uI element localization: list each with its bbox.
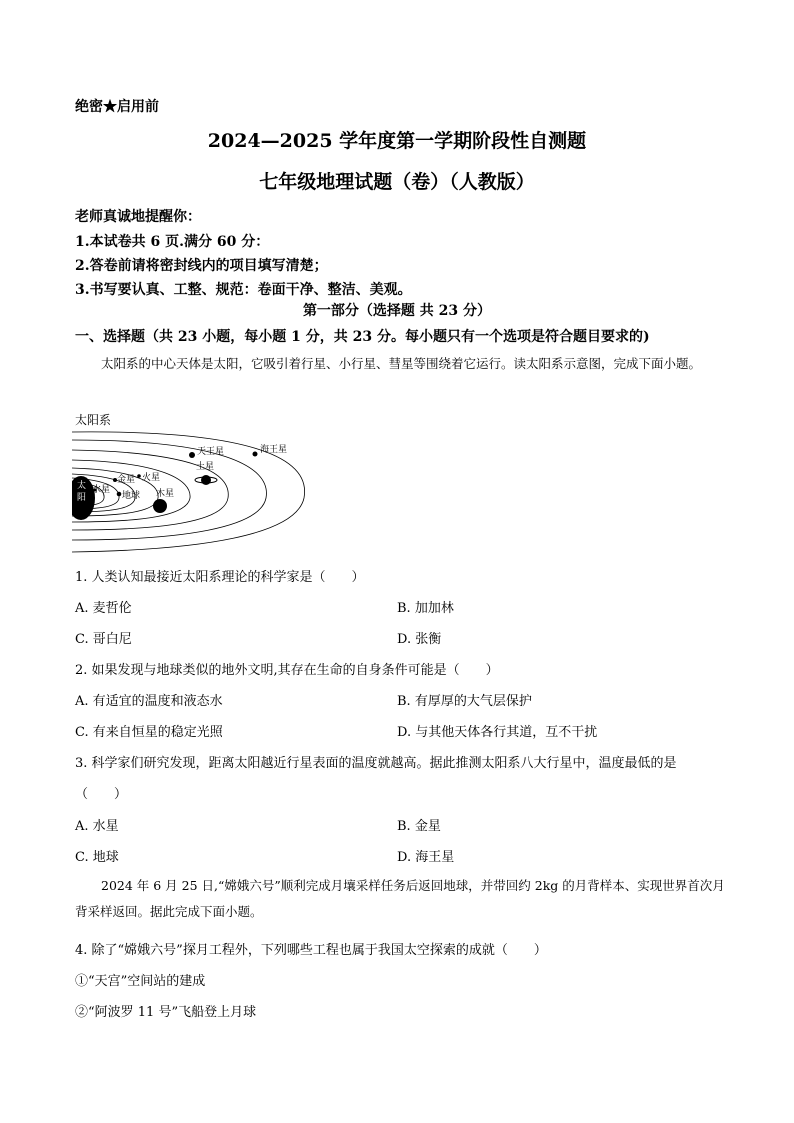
- uranus-label: 天王星: [197, 447, 225, 457]
- q1-option-d: D. 张衡: [397, 632, 442, 647]
- question-4-stem: 4. 除了“嫦娥六号”探月工程外，下列哪些工程也属于我国太空探索的成就（ ）: [75, 943, 547, 958]
- question-3-paren: （ ）: [75, 787, 128, 802]
- solar-system-diagram: [72, 410, 312, 560]
- q1-option-c: C. 哥白尼: [75, 632, 132, 647]
- q3-option-c: C. 地球: [75, 850, 119, 865]
- q4-item-2: ②“阿波罗 11 号”飞船登上月球: [75, 1005, 257, 1020]
- secret-label: 绝密★启用前: [75, 99, 159, 115]
- exam-subtitle: 七年级地理试题（卷）（人教版）: [259, 171, 535, 193]
- q3-option-b: B. 金星: [397, 819, 441, 834]
- earth-label: 地球: [122, 491, 141, 501]
- question-3-stem: 3. 科学家们研究发现，距离太阳越近行星表面的温度就越高。据此推测太阳系八大行星中，温度最低的是: [75, 756, 677, 771]
- passage-change6: 2024 年 6 月 25 日,“嫦娥六号”顺利完成月壤采样任务后返回地球，并带回约 2kg 的月背样本、实现世界首次月背采样返回。据此完成下面小题。: [75, 878, 725, 919]
- notice-item-1: 1.本试卷共 6 页.满分 60 分：: [75, 234, 270, 250]
- neptune-label: 海王星: [260, 445, 288, 455]
- q4-item-1: ①“天宫”空间站的建成: [75, 974, 206, 989]
- part-heading: 第一部分（选择题 共 23 分）: [302, 303, 492, 319]
- saturn-label: 土星: [196, 462, 215, 472]
- q3-option-d: D. 海王星: [397, 850, 455, 865]
- notice-item-3: 3.书写要认真、工整、规范：卷面干净、整洁、美观。: [75, 282, 412, 298]
- q1-option-a: A. 麦哲伦: [75, 601, 132, 616]
- jupiter-label: 木星: [156, 489, 175, 499]
- notice-intro: 老师真诚地提醒你：: [75, 209, 201, 225]
- q2-option-c: C. 有来自恒星的稳定光照: [75, 725, 223, 740]
- jupiter-icon: [153, 499, 167, 513]
- question-1-stem: 1. 人类认知最接近太阳系理论的科学家是（ ）: [75, 570, 365, 585]
- q2-option-d: D. 与其他天体各行其道，互不干扰: [397, 725, 598, 740]
- sun-label: 太阳: [77, 481, 87, 503]
- venus-label: 金星: [117, 475, 136, 485]
- uranus-icon: [189, 452, 195, 458]
- q2-option-b: B. 有厚厚的大气层保护: [397, 694, 532, 709]
- notice-item-2: 2.答卷前请将密封线内的项目填写清楚；: [75, 258, 328, 274]
- question-2-stem: 2. 如果发现与地球类似的地外文明,其存在生命的自身条件可能是（ ）: [75, 663, 499, 678]
- mars-label: 火星: [142, 473, 161, 483]
- section-heading: 一、选择题（共 23 小题，每小题 1 分，共 23 分。每小题只有一个选项是符合题目要求的): [75, 329, 650, 345]
- earth-icon: [117, 492, 122, 497]
- mars-icon: [137, 474, 141, 478]
- passage-solar-system: 太阳系的中心天体是太阳，它吸引着行星、小行星、彗星等围绕着它运行。读太阳系示意图，完成下面小题。: [101, 356, 702, 371]
- figure-title: 太阳系: [75, 413, 112, 427]
- q3-option-a: A. 水星: [75, 819, 119, 834]
- mercury-label: 水星: [92, 485, 111, 495]
- neptune-icon: [253, 452, 258, 457]
- q1-option-b: B. 加加林: [397, 601, 454, 616]
- q2-option-a: A. 有适宜的温度和液态水: [75, 694, 223, 709]
- exam-title: 2024—2025 学年度第一学期阶段性自测题: [207, 130, 587, 152]
